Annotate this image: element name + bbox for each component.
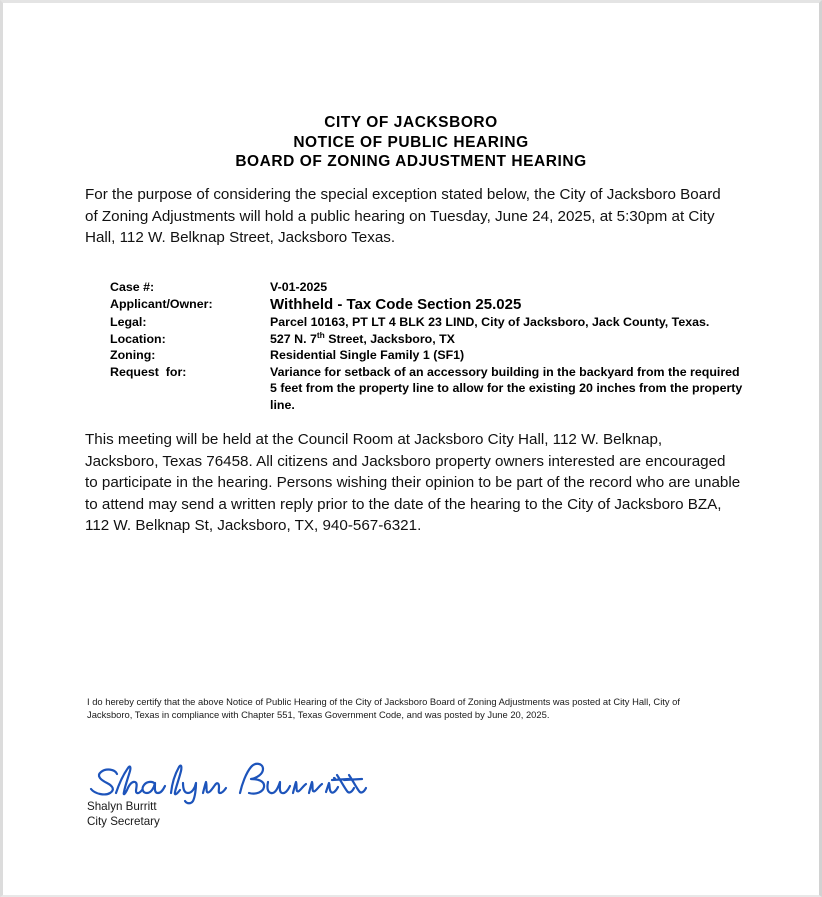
request-value-line-2: 5 feet from the property line to allow for the existing 20 inches from the property <box>270 381 743 396</box>
meeting-line-1: This meeting will be held at the Council Room at Jacksboro City Hall, 112 W. Belknap, <box>85 431 663 448</box>
request-value-line-1: Variance for setback of an accessory building in the backyard from the required <box>270 364 740 379</box>
intro-line-1: For the purpose of considering the special exception stated below, the City of Jacksboro Board <box>85 186 721 203</box>
signature-image <box>83 760 383 805</box>
request-label: Request for: <box>110 364 187 379</box>
intro-line-2: of Zoning Adjustments will hold a public hearing on Tuesday, June 24, 2025, at 5:30pm at City <box>85 207 715 225</box>
title-line-board: BOARD OF ZONING ADJUSTMENT HEARING <box>235 153 587 170</box>
meeting-line-4: to attend may send a written reply prior to the date of the hearing to the City of Jacksboro BZA, <box>85 495 722 513</box>
certification-line-1: I do hereby certify that the above Notice of Public Hearing of the City of Jacksboro Board of Zoning Adjustments was posted at City Hall, City of <box>87 696 681 707</box>
signer-name: Shalyn Burritt <box>87 800 157 813</box>
meeting-line-2: Jacksboro, Texas 76458. All citizens and Jacksboro property owners interested are encouraged <box>85 452 726 470</box>
location-ordinal-suffix: th <box>316 329 325 340</box>
page-sheet <box>3 3 819 893</box>
signer-title: City Secretary <box>87 814 160 828</box>
intro-line-3: Hall, 112 W. Belknap Street, Jacksboro Texas. <box>85 229 396 246</box>
detail-row-legal <box>110 314 775 330</box>
legal-value: Parcel 10163, PT LT 4 BLK 23 LIND, City of Jacksboro, Jack County, Texas. <box>270 315 710 330</box>
title-line-notice: NOTICE OF PUBLIC HEARING <box>293 133 529 151</box>
location-label: Location: <box>110 331 166 346</box>
location-value-post: Street, Jacksboro, TX <box>324 331 455 346</box>
certification-line-2: Jacksboro, Texas in compliance with Chapter 551, Texas Government Code, and was posted by June 20, 2025. <box>87 709 550 721</box>
meeting-line-5: 112 W. Belknap St, Jacksboro, TX, 940-567-6321. <box>85 517 422 535</box>
legal-label: Legal: <box>110 315 147 330</box>
detail-row-request <box>110 364 775 414</box>
request-value-line-3: line. <box>270 397 295 412</box>
detail-row-location <box>110 331 775 347</box>
applicant-label: Applicant/Owner: <box>110 297 213 312</box>
detail-row-applicant <box>110 295 775 314</box>
location-value-pre: 527 N. 7 <box>270 331 317 346</box>
certification-statement <box>87 695 771 722</box>
meeting-paragraph <box>85 429 768 537</box>
handwritten-signature-icon <box>83 760 383 805</box>
meeting-line-3: to participate in the hearing. Persons wishing their opinion to be part of the record who are unable <box>85 474 741 492</box>
intro-paragraph <box>85 184 768 249</box>
detail-row-case-number <box>110 279 775 295</box>
request-value <box>270 364 775 414</box>
case-details-block <box>110 279 775 413</box>
document-title-block <box>3 113 819 172</box>
location-value <box>270 331 775 347</box>
signature-name-block <box>87 800 160 829</box>
case-number-value: V-01-2025 <box>270 280 328 294</box>
detail-row-zoning <box>110 347 775 363</box>
zoning-label: Zoning: <box>110 348 156 363</box>
case-number-label: Case #: <box>110 280 155 294</box>
zoning-value: Residential Single Family 1 (SF1) <box>270 348 465 363</box>
title-line-city: CITY OF JACKSBORO <box>324 114 498 131</box>
applicant-value: Withheld - Tax Code Section 25.025 <box>270 296 522 314</box>
